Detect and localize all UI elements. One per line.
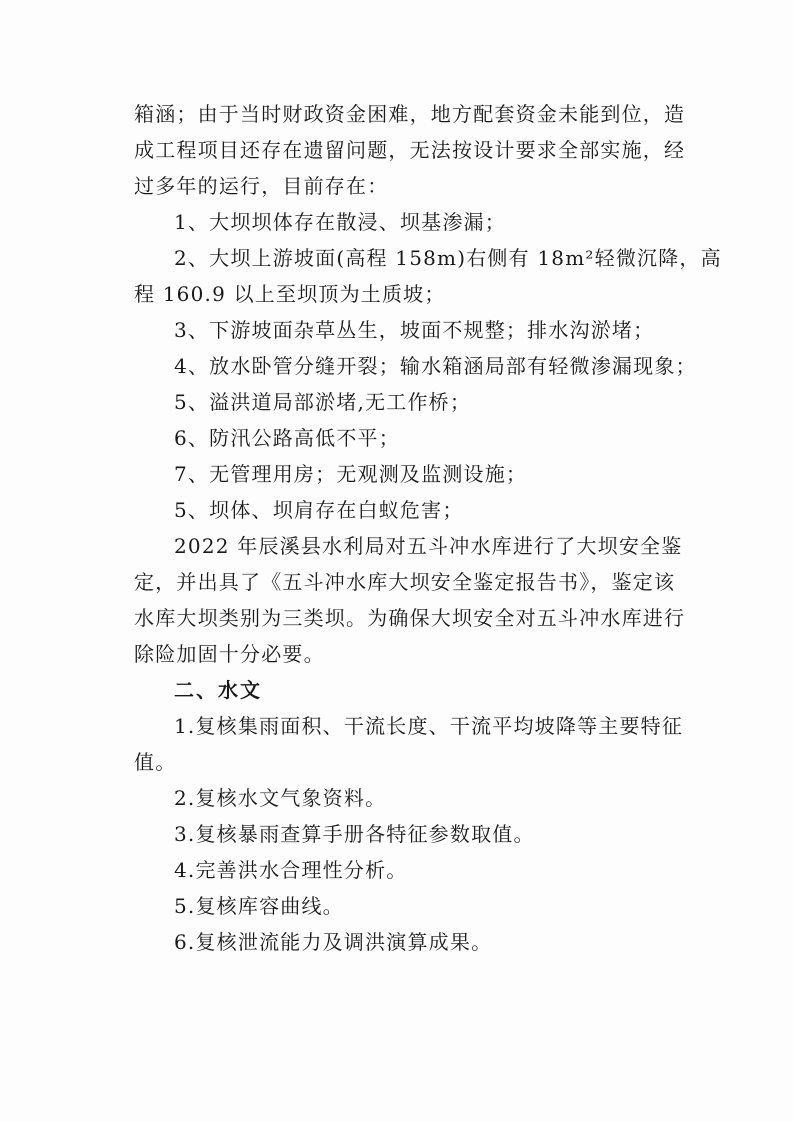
intro-line-3: 过多年的运行，目前存在： — [134, 174, 389, 198]
hydrology-item-1-line-1: 1.复核集雨面积、干流长度、干流平均坡降等主要特征 — [174, 714, 684, 738]
problem-item-6: 6、防汛公路高低不平； — [174, 426, 400, 450]
problem-item-8: 5、坝体、坝肩存在白蚁危害； — [174, 498, 464, 522]
problem-item-7: 7、无管理用房；无观测及监测设施； — [174, 462, 528, 486]
problem-item-4: 4、放水卧管分缝开裂；输水箱涵局部有轻微渗漏现象； — [174, 354, 697, 378]
hydrology-item-1-line-2: 值。 — [134, 750, 177, 774]
hydrology-item-2: 2.复核水文气象资料。 — [174, 786, 387, 810]
problem-item-1: 1、大坝坝体存在散浸、坝基渗漏； — [174, 210, 506, 234]
appraisal-line-1: 2022 年辰溪县水利局对五斗冲水库进行了大坝安全鉴 — [174, 534, 683, 558]
hydrology-item-6: 6.复核泄流能力及调洪演算成果。 — [174, 930, 493, 954]
hydrology-item-5: 5.复核库容曲线。 — [174, 894, 344, 918]
appraisal-line-4: 除险加固十分必要。 — [134, 642, 325, 666]
problem-item-2-line-2: 程 160.9 以上至坝顶为土质坡； — [134, 282, 446, 306]
hydrology-item-4: 4.完善洪水合理性分析。 — [174, 858, 408, 882]
document-body — [134, 96, 722, 960]
intro-line-1: 箱涵；由于当时财政资金困难，地方配套资金未能到位，造 — [134, 102, 686, 126]
appraisal-line-3: 水库大坝类别为三类坝。为确保大坝安全对五斗冲水库进行 — [134, 606, 686, 630]
appraisal-line-2: 定，并出具了《五斗冲水库大坝安全鉴定报告书》，鉴定该 — [134, 570, 676, 594]
intro-line-2: 成工程项目还存在遗留问题，无法按设计要求全部实施，经 — [134, 138, 686, 162]
problem-item-2-line-1: 2、大坝上游坡面(高程 158m)右侧有 18m²轻微沉降，高 — [174, 246, 722, 270]
problem-item-5: 5、溢洪道局部淤堵,无工作桥； — [174, 390, 472, 414]
problem-item-3: 3、下游坡面杂草丛生，坡面不规整；排水沟淤堵； — [174, 318, 655, 342]
section-heading: 二、水文 — [174, 678, 262, 702]
hydrology-item-3: 3.复核暴雨查算手册各特征参数取值。 — [174, 822, 535, 846]
